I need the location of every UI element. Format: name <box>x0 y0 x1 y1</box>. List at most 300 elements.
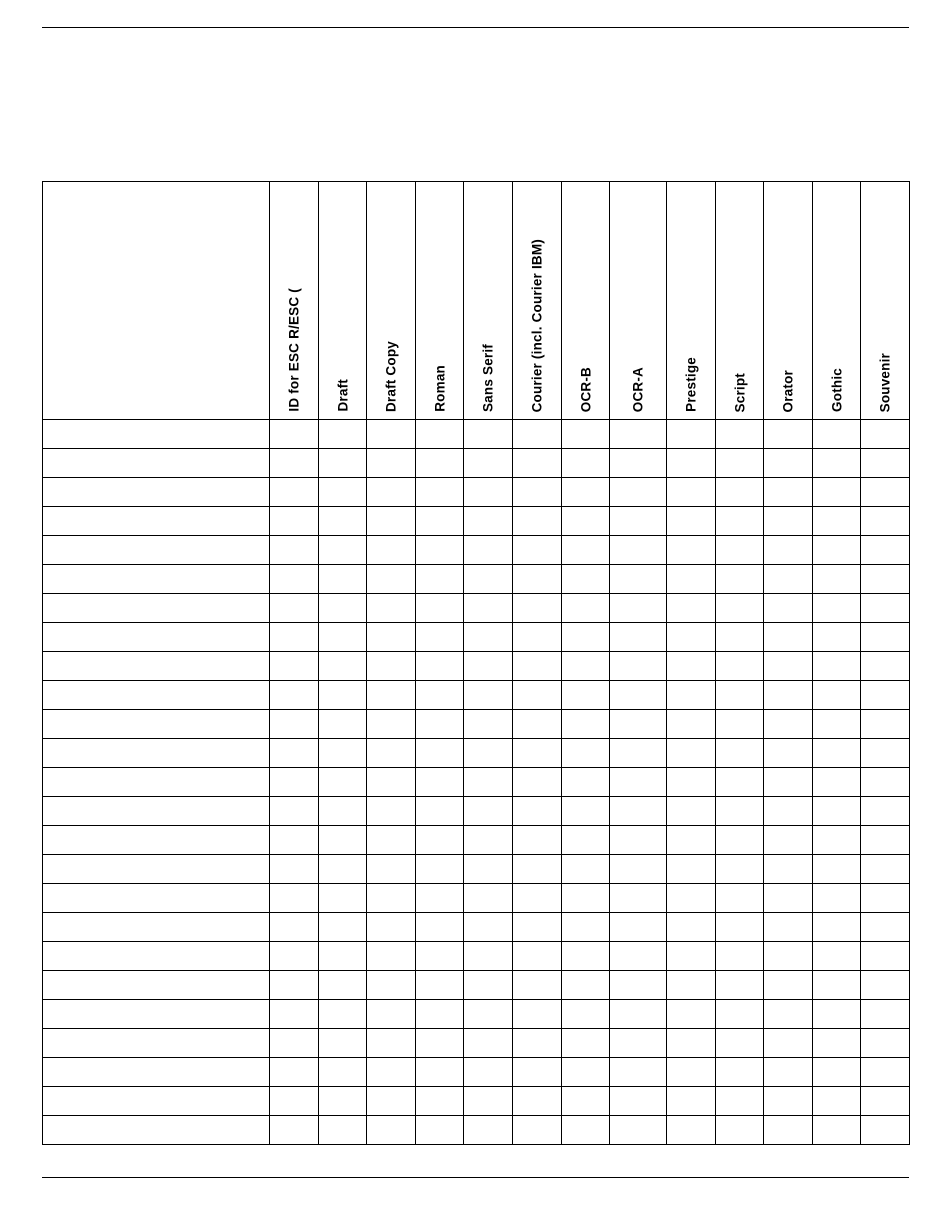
table-cell <box>610 768 667 797</box>
table-cell <box>319 1000 367 1029</box>
table-cell <box>716 1000 764 1029</box>
table-cell <box>764 1087 813 1116</box>
table-cell <box>513 1058 562 1087</box>
column-header-label: Draft <box>334 379 350 412</box>
table-cell <box>513 1000 562 1029</box>
table-cell <box>764 507 813 536</box>
table-cell <box>610 565 667 594</box>
table-cell <box>270 623 319 652</box>
table-cell <box>562 536 610 565</box>
table-cell <box>764 420 813 449</box>
table-cell <box>416 913 464 942</box>
column-header-ocr-a <box>610 182 667 420</box>
row-label-cell <box>43 710 270 739</box>
table-cell <box>464 797 513 826</box>
table-cell <box>861 1000 910 1029</box>
table-cell <box>861 913 910 942</box>
table-cell <box>367 710 416 739</box>
row-label-cell <box>43 565 270 594</box>
table-cell <box>367 913 416 942</box>
table-cell <box>861 710 910 739</box>
table-cell <box>861 768 910 797</box>
table-row <box>43 1029 910 1058</box>
table-cell <box>416 971 464 1000</box>
table-cell <box>610 1087 667 1116</box>
row-label-cell <box>43 536 270 565</box>
table-cell <box>319 623 367 652</box>
row-label-cell <box>43 507 270 536</box>
row-label-cell <box>43 739 270 768</box>
table-cell <box>813 652 861 681</box>
table-cell <box>716 768 764 797</box>
table-cell <box>270 768 319 797</box>
table-cell <box>464 536 513 565</box>
table-cell <box>319 768 367 797</box>
table-cell <box>610 1116 667 1145</box>
table-cell <box>716 1116 764 1145</box>
column-header-id-esc <box>270 182 319 420</box>
table-cell <box>813 536 861 565</box>
column-header-label: Sans Serif <box>480 343 496 412</box>
table-cell <box>610 536 667 565</box>
table-row <box>43 565 910 594</box>
table-cell <box>416 449 464 478</box>
table-cell <box>667 1087 716 1116</box>
table-cell <box>513 420 562 449</box>
table-cell <box>562 449 610 478</box>
table-cell <box>861 1029 910 1058</box>
table-cell <box>562 681 610 710</box>
table-cell <box>716 681 764 710</box>
table-cell <box>610 623 667 652</box>
table-cell <box>610 710 667 739</box>
table-cell <box>716 797 764 826</box>
table-cell <box>270 1116 319 1145</box>
table-cell <box>716 652 764 681</box>
table-cell <box>416 855 464 884</box>
table-cell <box>270 420 319 449</box>
table-cell <box>416 420 464 449</box>
table-cell <box>464 623 513 652</box>
table-cell <box>513 681 562 710</box>
table-cell <box>610 507 667 536</box>
table-cell <box>813 913 861 942</box>
table-cell <box>667 507 716 536</box>
table-cell <box>513 739 562 768</box>
table-cell <box>562 507 610 536</box>
table-cell <box>716 449 764 478</box>
table-cell <box>667 652 716 681</box>
table-cell <box>667 1058 716 1087</box>
table-cell <box>319 971 367 1000</box>
table-cell <box>319 681 367 710</box>
table-cell <box>667 942 716 971</box>
table-cell <box>319 710 367 739</box>
table-cell <box>367 536 416 565</box>
table-cell <box>416 1116 464 1145</box>
column-header-draft <box>319 182 367 420</box>
table-cell <box>764 710 813 739</box>
table-cell <box>716 1058 764 1087</box>
table-cell <box>319 739 367 768</box>
table-row <box>43 449 910 478</box>
table-cell <box>416 826 464 855</box>
table-cell <box>367 855 416 884</box>
row-label-cell <box>43 884 270 913</box>
table-cell <box>562 884 610 913</box>
row-label-cell <box>43 1087 270 1116</box>
column-header-label: OCR-B <box>577 366 593 412</box>
table-cell <box>319 1029 367 1058</box>
table-cell <box>319 884 367 913</box>
table-cell <box>764 594 813 623</box>
table-cell <box>270 942 319 971</box>
row-label-cell <box>43 594 270 623</box>
table-cell <box>861 652 910 681</box>
table-cell <box>270 826 319 855</box>
table-cell <box>764 971 813 1000</box>
table-cell <box>513 507 562 536</box>
table-cell <box>667 768 716 797</box>
table-row <box>43 507 910 536</box>
table-cell <box>270 507 319 536</box>
table-cell <box>367 1029 416 1058</box>
table-cell <box>861 623 910 652</box>
table-cell <box>319 1058 367 1087</box>
table-cell <box>610 1058 667 1087</box>
row-label-cell <box>43 1000 270 1029</box>
table-cell <box>367 739 416 768</box>
table-row <box>43 884 910 913</box>
table-cell <box>610 478 667 507</box>
table-cell <box>610 942 667 971</box>
table-row <box>43 1116 910 1145</box>
row-label-cell <box>43 913 270 942</box>
table-cell <box>464 913 513 942</box>
table-cell <box>764 739 813 768</box>
table-row <box>43 710 910 739</box>
table-cell <box>861 971 910 1000</box>
column-header-sans-serif <box>464 182 513 420</box>
column-header-label: Gothic <box>828 368 844 412</box>
row-label-cell <box>43 652 270 681</box>
table-cell <box>367 507 416 536</box>
table-cell <box>562 942 610 971</box>
table-cell <box>319 565 367 594</box>
table-cell <box>610 652 667 681</box>
table-cell <box>464 1058 513 1087</box>
table-cell <box>319 826 367 855</box>
table-cell <box>416 739 464 768</box>
table-cell <box>610 594 667 623</box>
table-cell <box>270 971 319 1000</box>
table-cell <box>464 1000 513 1029</box>
table-cell <box>367 1058 416 1087</box>
table-row <box>43 971 910 1000</box>
table-cell <box>319 1087 367 1116</box>
table-cell <box>319 855 367 884</box>
table-cell <box>464 652 513 681</box>
table-cell <box>813 420 861 449</box>
table-cell <box>319 797 367 826</box>
table-cell <box>716 1029 764 1058</box>
row-label-cell <box>43 1058 270 1087</box>
table-cell <box>667 739 716 768</box>
column-header-roman <box>416 182 464 420</box>
table-cell <box>270 1000 319 1029</box>
table-cell <box>764 855 813 884</box>
table-cell <box>716 855 764 884</box>
table-cell <box>367 565 416 594</box>
row-label-cell <box>43 971 270 1000</box>
table-cell <box>464 565 513 594</box>
table-cell <box>562 768 610 797</box>
table-cell <box>861 420 910 449</box>
table-cell <box>562 1116 610 1145</box>
table-cell <box>513 884 562 913</box>
table-cell <box>319 594 367 623</box>
table-cell <box>513 942 562 971</box>
column-header-script <box>716 182 764 420</box>
table-cell <box>319 913 367 942</box>
column-header-label: ID for ESC R/ESC ( <box>286 288 302 412</box>
table-cell <box>562 652 610 681</box>
table-cell <box>610 826 667 855</box>
table-cell <box>764 681 813 710</box>
table-cell <box>464 478 513 507</box>
table-cell <box>667 971 716 1000</box>
table-row <box>43 1058 910 1087</box>
table-cell <box>464 594 513 623</box>
table-cell <box>367 942 416 971</box>
table-cell <box>667 797 716 826</box>
table-cell <box>562 797 610 826</box>
table-cell <box>667 884 716 913</box>
table-cell <box>716 478 764 507</box>
table-cell <box>667 681 716 710</box>
table-cell <box>513 913 562 942</box>
table-cell <box>861 1116 910 1145</box>
table-cell <box>716 913 764 942</box>
table-cell <box>861 739 910 768</box>
table-cell <box>764 536 813 565</box>
row-label-cell <box>43 623 270 652</box>
table-cell <box>861 797 910 826</box>
table-cell <box>513 826 562 855</box>
table-cell <box>270 913 319 942</box>
table-cell <box>416 884 464 913</box>
table-cell <box>813 884 861 913</box>
table-cell <box>716 971 764 1000</box>
table-cell <box>513 478 562 507</box>
table-cell <box>861 536 910 565</box>
table-cell <box>367 826 416 855</box>
table-cell <box>367 420 416 449</box>
table-row <box>43 594 910 623</box>
table-row <box>43 797 910 826</box>
table-cell <box>813 478 861 507</box>
column-header-label: Prestige <box>683 357 699 412</box>
table-cell <box>270 594 319 623</box>
column-header-courier <box>513 182 562 420</box>
table-cell <box>270 449 319 478</box>
table-cell <box>367 681 416 710</box>
table-cell <box>562 1000 610 1029</box>
table-cell <box>764 478 813 507</box>
table-cell <box>416 710 464 739</box>
table-cell <box>416 594 464 623</box>
table-cell <box>270 1087 319 1116</box>
table-cell <box>562 739 610 768</box>
table-cell <box>562 420 610 449</box>
column-header-gothic <box>813 182 861 420</box>
table-cell <box>813 855 861 884</box>
table-cell <box>416 768 464 797</box>
table-cell <box>861 884 910 913</box>
table-cell <box>861 507 910 536</box>
table-cell <box>562 913 610 942</box>
table-cell <box>716 942 764 971</box>
table-cell <box>667 710 716 739</box>
table-cell <box>667 855 716 884</box>
table-cell <box>610 884 667 913</box>
table-cell <box>416 1000 464 1029</box>
table-cell <box>367 1000 416 1029</box>
table-cell <box>319 449 367 478</box>
table-cell <box>667 623 716 652</box>
table-cell <box>716 594 764 623</box>
table-cell <box>716 1087 764 1116</box>
table-cell <box>813 623 861 652</box>
table-cell <box>813 1116 861 1145</box>
column-header-label: OCR-A <box>630 366 646 412</box>
table-cell <box>861 449 910 478</box>
row-label-cell <box>43 478 270 507</box>
table-cell <box>667 1000 716 1029</box>
table-cell <box>513 768 562 797</box>
table-row <box>43 1000 910 1029</box>
top-rule <box>42 27 909 28</box>
table-cell <box>562 971 610 1000</box>
column-header-souvenir <box>861 182 910 420</box>
table-cell <box>416 1029 464 1058</box>
table-cell <box>764 449 813 478</box>
table-cell <box>513 623 562 652</box>
table-cell <box>319 420 367 449</box>
table-cell <box>319 652 367 681</box>
table-cell <box>464 855 513 884</box>
column-header-label: Orator <box>780 369 796 412</box>
table-cell <box>367 1087 416 1116</box>
table-cell <box>861 942 910 971</box>
table-cell <box>319 942 367 971</box>
table-cell <box>464 681 513 710</box>
table-cell <box>667 826 716 855</box>
table-cell <box>764 652 813 681</box>
table-cell <box>764 1058 813 1087</box>
table-cell <box>464 1029 513 1058</box>
table-cell <box>610 1029 667 1058</box>
table-cell <box>716 710 764 739</box>
table-cell <box>270 536 319 565</box>
column-header-orator <box>764 182 813 420</box>
column-header-prestige <box>667 182 716 420</box>
table-cell <box>416 681 464 710</box>
bottom-rule <box>42 1177 909 1178</box>
table-cell <box>764 826 813 855</box>
table-cell <box>861 478 910 507</box>
table-cell <box>562 826 610 855</box>
table-cell <box>416 652 464 681</box>
table-cell <box>716 623 764 652</box>
table-cell <box>416 623 464 652</box>
row-label-cell <box>43 797 270 826</box>
table-cell <box>667 913 716 942</box>
table-cell <box>416 942 464 971</box>
table-cell <box>464 884 513 913</box>
column-header-label: Courier (incl. Courier IBM) <box>529 238 545 412</box>
table-cell <box>861 565 910 594</box>
table-cell <box>667 565 716 594</box>
table-cell <box>716 565 764 594</box>
row-label-cell <box>43 681 270 710</box>
table-cell <box>764 884 813 913</box>
row-label-cell <box>43 449 270 478</box>
table-cell <box>813 1000 861 1029</box>
table-cell <box>716 420 764 449</box>
table-cell <box>367 594 416 623</box>
table-cell <box>513 652 562 681</box>
table-cell <box>813 797 861 826</box>
table-cell <box>861 681 910 710</box>
table-cell <box>562 1058 610 1087</box>
table-cell <box>813 1029 861 1058</box>
table-cell <box>716 507 764 536</box>
row-label-cell <box>43 855 270 884</box>
table-cell <box>716 884 764 913</box>
table-row <box>43 652 910 681</box>
table-cell <box>416 536 464 565</box>
table-cell <box>367 884 416 913</box>
table-cell <box>610 855 667 884</box>
column-header-label: Draft Copy <box>383 340 399 412</box>
table-cell <box>367 768 416 797</box>
table-cell <box>464 1087 513 1116</box>
table-cell <box>610 1000 667 1029</box>
table-cell <box>764 942 813 971</box>
table-cell <box>416 1087 464 1116</box>
table-cell <box>610 739 667 768</box>
table-cell <box>716 739 764 768</box>
table-cell <box>367 971 416 1000</box>
table-cell <box>270 681 319 710</box>
table-cell <box>716 826 764 855</box>
table-cell <box>813 768 861 797</box>
table-cell <box>513 797 562 826</box>
table-cell <box>764 1029 813 1058</box>
table-cell <box>562 1029 610 1058</box>
table-cell <box>764 1116 813 1145</box>
table-row <box>43 478 910 507</box>
column-header-label: Script <box>731 372 747 412</box>
table-cell <box>861 1058 910 1087</box>
table-cell <box>270 478 319 507</box>
table-cell <box>464 942 513 971</box>
column-header-label: Souvenir <box>877 352 893 412</box>
table-cell <box>667 1116 716 1145</box>
table-cell <box>667 478 716 507</box>
table-cell <box>367 797 416 826</box>
